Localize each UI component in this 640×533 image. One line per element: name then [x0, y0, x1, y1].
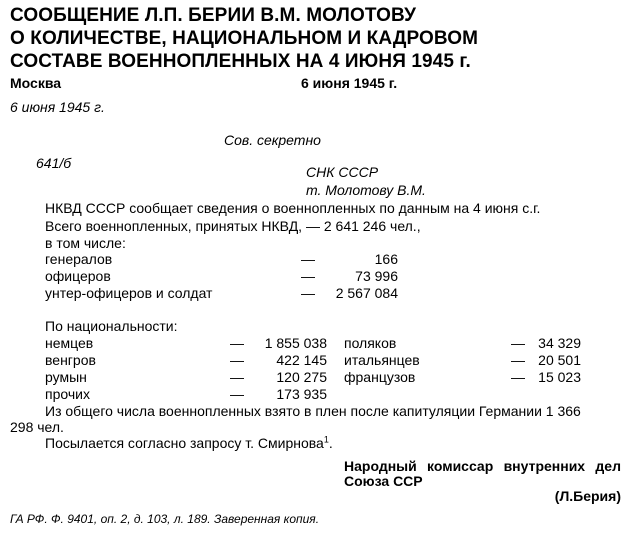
nationality-dash: — — [511, 352, 525, 368]
nationality-value: 173 935 — [276, 386, 327, 402]
nationality-value: 20 501 — [538, 352, 581, 368]
date-italic: 6 июня 1945 г. — [10, 99, 105, 115]
nationality-label: венгров — [45, 352, 96, 368]
total-line: Всего военнопленных, принятых НКВД, — 2 641 246 чел., — [45, 218, 421, 234]
rank-label: унтер-офицеров и солдат — [45, 285, 213, 301]
date-header: 6 июня 1945 г. — [301, 75, 398, 91]
capitulation-line-1: Из общего числа военнопленных взято в плен после капитуляции Германии 1 366 — [45, 403, 581, 419]
rank-dash: — — [301, 251, 315, 267]
nationality-value: 15 023 — [538, 369, 581, 385]
footnote-mark: 1 — [323, 434, 329, 445]
nationality-value: 120 275 — [276, 369, 327, 385]
addressee-person: т. Молотову В.М. — [306, 182, 426, 198]
nationality-label: поляков — [344, 335, 397, 351]
source-reference: ГА РФ. Ф. 9401, оп. 2, д. 103, л. 189. Заверенная копия. — [10, 512, 320, 526]
nationality-label: немцев — [45, 335, 94, 351]
rank-label: офицеров — [45, 268, 111, 284]
secrecy-stamp: Сов. секретно — [224, 132, 321, 148]
title-line-1: СООБЩЕНИЕ Л.П. БЕРИИ В.М. МОЛОТОВУ — [10, 5, 416, 26]
capitulation-line-2: 298 чел. — [10, 419, 64, 435]
nationality-header: По национальности: — [45, 318, 178, 334]
nationality-dash: — — [230, 352, 244, 368]
rank-value: 73 996 — [355, 268, 398, 284]
nationality-dash: — — [230, 386, 244, 402]
nationality-value: 1 855 038 — [264, 335, 327, 351]
nationality-dash: — — [230, 335, 244, 351]
place: Москва — [10, 75, 62, 91]
signature-title: Народный комиссар внутренних дел — [344, 458, 621, 474]
rank-label: генералов — [45, 251, 113, 267]
addressee-org: СНК СССР — [306, 164, 379, 180]
title-line-3: СОСТАВЕ ВОЕННОПЛЕННЫХ НА 4 ИЮНЯ 1945 г. — [10, 51, 471, 72]
nationality-label: французов — [344, 369, 416, 385]
document-number: 641/б — [36, 155, 72, 171]
nationality-label: румын — [45, 369, 87, 385]
signature-name: (Л.Берия) — [554, 488, 621, 504]
title-line-2: О КОЛИЧЕСТВЕ, НАЦИОНАЛЬНОМ И КАДРОВОМ — [10, 28, 479, 49]
signature-org: Союза ССР — [344, 473, 423, 489]
nationality-dash: — — [230, 369, 244, 385]
including-text: в том числе: — [45, 235, 126, 251]
rank-dash: — — [301, 285, 315, 301]
nationality-label: прочих — [45, 386, 90, 402]
nationality-dash: — — [511, 335, 525, 351]
rank-dash: — — [301, 268, 315, 284]
rank-value: 166 — [374, 251, 398, 267]
sent-note: Посылается согласно запросу т. Смирнова$^1$. — [45, 434, 333, 451]
intro-text: НКВД СССР сообщает сведения о военнопленных по данным на 4 июня с.г. — [45, 200, 541, 216]
nationality-value: 34 329 — [538, 335, 581, 351]
nationality-dash: — — [511, 369, 525, 385]
nationality-label: итальянцев — [344, 352, 420, 368]
rank-value: 2 567 084 — [335, 285, 398, 301]
nationality-value: 422 145 — [276, 352, 327, 368]
